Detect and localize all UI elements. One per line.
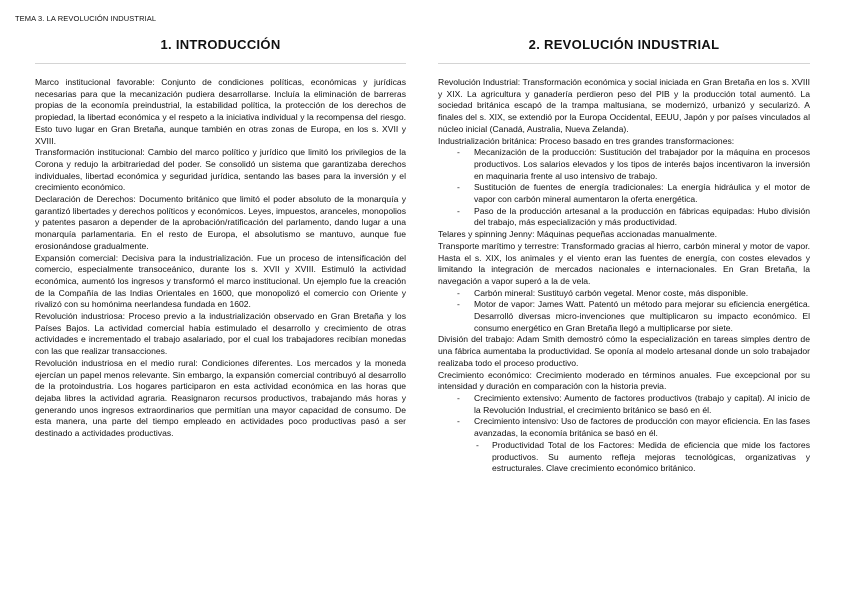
paragraph-transporte: Transporte marítimo y terrestre: Transformado gracias al hierro, carbón mineral y motor de vapor. Hasta el s. XIX, los animales y el viento eran las fuentes de energía, con costes elevados y limitando la integración de mercados nacionales e internacionales. En Gran Bretaña, la navegación a vapor superó a la de vela. [438, 240, 810, 286]
paragraph-revolucion-rural: Revolución industriosa en el medio rural: Condiciones diferentes. Los mercados y la moneda ejercían un papel menos relevante. Sin embargo, la expansión comercial contribuyó al desarrollo de la protoindustria. Los hogares participaron en esta actividad económica en las horas que dejaba libres la actividad agraria. Reasignaron recursos productivos, trabajando más horas y generando unos ingresos extraordinarios que permitían una mayor capacidad de consumo. De esta manera, una parte del tiempo empleado en actividades poco productivas pasó a ser destinado a actividades productivas. [35, 357, 406, 439]
energy-list [438, 288, 810, 335]
list-item: - Carbón mineral: Sustituyó carbón vegetal. Menor coste, más disponible. [438, 288, 810, 300]
list-subitem: - Productividad Total de los Factores: Medida de eficiencia que mide los factores productivos. Su aumento refleja mejoras tecnológicas, organizativas y estructurales. Clave crecimiento económico británico. [438, 440, 810, 475]
section-title-introduction: 1. INTRODUCCIÓN [160, 37, 281, 52]
list-item: - Motor de vapor: James Watt. Patentó un método para mejorar su eficiencia energética. Desarrolló diversas micro-invenciones que multiplicaron su impacto económico. El consumo energético en Gran Bretaña llegó a multiplicarse por siete. [438, 299, 810, 334]
transformations-list [438, 147, 810, 229]
paragraph-crecimiento-economico: Crecimiento económico: Crecimiento moderado en términos anuales. Fue excepcional por su intensidad y duración en comparación con la historia previa. [438, 369, 810, 392]
list-item: - Mecanización de la producción: Sustitución del trabajador por la máquina en procesos productivos. Los salarios elevados y los tipos de interés bajos incentivaron la inversión en maquinaria frente al uso intensivo de trabajo. [438, 147, 810, 182]
paragraph-declaracion-derechos: Declaración de Derechos: Documento británico que limitó el poder absoluto de la monarquía y garantizó libertades y derechos políticos y económicos. Leyes, impuestos, aranceles, monopolios y patentes pasaron a depender de la aprobación/ratificación del parlamento, dando lugar a una monarquía parlamentaria. En el resto de Europa, el absolutismo se mantuvo, aunque fue erosionándose gradualmente. [35, 194, 406, 251]
introduction-body [35, 77, 406, 440]
revolution-body [438, 77, 810, 475]
document-header: TEMA 3. LA REVOLUCIÓN INDUSTRIAL [15, 14, 157, 23]
paragraph-revolucion-industriosa: Revolución industriosa: Proceso previo a la industrialización observado en Gran Bretaña y los Países Bajos. La actividad comercial había estimulado el desarrollo y crecimiento de otras actividades e incrementado el trabajo asalariado, por el cual los trabajadores recibían monedas con las que realizar transacciones. [35, 311, 406, 357]
paragraph-division-trabajo: División del trabajo: Adam Smith demostró cómo la especialización en tareas simples dentro de una fábrica aumentaba la productividad. Se oponía al modelo artesanal donde un solo trabajador realizaba todo el proceso productivo. [438, 334, 810, 368]
list-item: - Crecimiento extensivo: Aumento de factores productivos (trabajo y capital). Al inicio de la Revolución Industrial, el crecimiento británico se basó en él. [438, 393, 810, 416]
divider [35, 63, 406, 64]
paragraph-telares: Telares y spinning Jenny: Máquinas pequeñas accionadas manualmente. [438, 229, 717, 240]
divider [438, 63, 810, 64]
section-title-revolucion: 2. REVOLUCIÓN INDUSTRIAL [528, 37, 720, 52]
paragraph-expansion-comercial: Expansión comercial: Decisiva para la industrialización. Fue un proceso de intensificación del comercio, especialmente transoceánico, durante los s. XVII y XVIII. Estimuló la actividad económica, aumentó los ingresos y transformó el marco institucional. Un ejemplo fue la creación de la Compañía de las Indias Orientales en 1600, que monopolizó el comercio con Oriente y rivalizó con su homónima neerlandesa fundada en 1602. [35, 252, 406, 310]
list-item: - Crecimiento intensivo: Uso de factores de producción con mayor eficiencia. En las fases avanzadas, la economía británica se basó en él. [438, 416, 810, 439]
paragraph-transformacion-institucional: Transformación institucional: Cambio del marco político y jurídico que limitó los privilegios de la Corona y redujo la arbitrariedad del poder. Se consolidó un sistema que garantizaba derechos individuales, libertad económica y seguridad jurídica, sentando las bases para la inversión y el crecimiento económico. [35, 147, 406, 193]
paragraph-industrializacion-britanica: Industrialización británica: Proceso basado en tres grandes transformaciones: [438, 135, 735, 146]
paragraph-revolucion-industrial: Revolución Industrial: Transformación económica y social iniciada en Gran Bretaña en los s. XVIII y XIX. La agricultura y ganadería perdieron peso del PIB y la producción total aumentó. La sociedad británica escapó de la trampa maltusiana, se modernizó, urbanizó y secularizó. A finales del s. XIX, se extendió por la Europa Occidental, EEUU, Japón y por países vinculados al núcleo inicial (Canadá, Australia, Nueva Zelanda). [438, 77, 810, 134]
list-item: - Paso de la producción artesanal a la producción en fábricas equipadas: Hubo división del trabajo, más especialización y más productividad. [438, 206, 810, 229]
growth-list [438, 393, 810, 475]
paragraph-marco-institucional: Marco institucional favorable: Conjunto de condiciones políticas, económicas y jurídicas necesarias para que la mecanización pudiera desarrollarse. Incluía la eliminación de barreras propias de la economía preindustrial, la estabilidad política, la protección de los derechos de propiedad, la libertad económica y el respeto a la iniciativa individual y la recompensa del riesgo. Esto tuvo lugar en Gran Bretaña, aunque también en otras zonas de Europa, en los s. XVII y XVIII. [35, 77, 406, 146]
list-item: - Sustitución de fuentes de energía tradicionales: La energía hidráulica y el motor de vapor con carbón mineral aumentaron la oferta energética. [438, 182, 810, 205]
